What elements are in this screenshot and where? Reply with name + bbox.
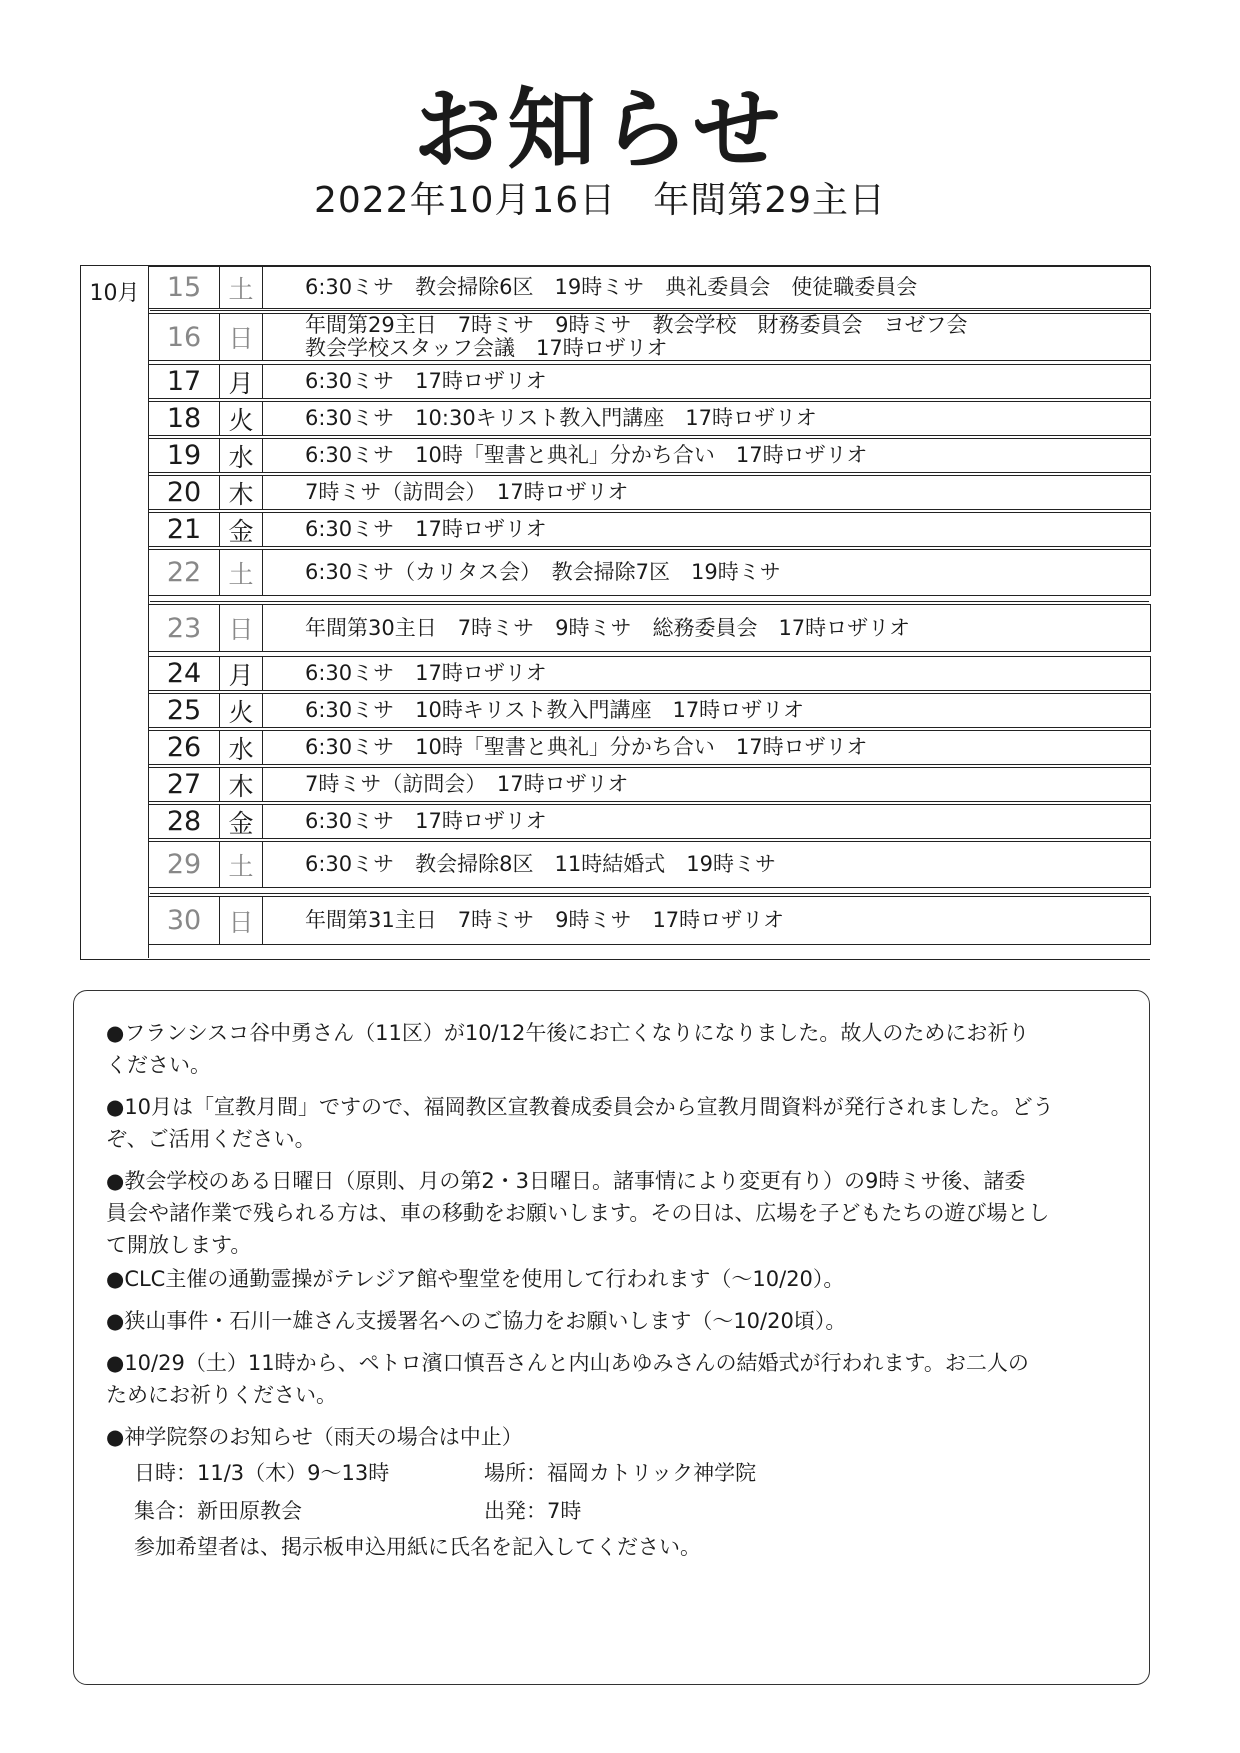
day-number: 25: [149, 694, 220, 727]
day-number: 21: [149, 513, 220, 546]
day-events: 6:30ミサ 17時ロザリオ: [305, 809, 547, 833]
day-of-week: 金: [220, 805, 263, 838]
day-of-week: 土: [220, 267, 263, 308]
day-of-week: 土: [220, 550, 263, 595]
calendar-row: [148, 512, 1151, 547]
day-events: 6:30ミサ 10:30キリスト教入門講座 17時ロザリオ: [305, 406, 817, 430]
calendar-row: [148, 656, 1151, 691]
month-label: 10月: [81, 266, 149, 958]
notice-item: ●狭山事件・石川一雄さん支援署名へのご協力をお願いします（～10/20頃）。: [106, 1309, 847, 1333]
notice-item: ●10月は「宣教月間」ですので、福岡教区宣教養成委員会から宣教月間資料が発行されました。どう ぞ、ご活用ください。: [106, 1095, 1054, 1151]
day-of-week: 火: [220, 694, 263, 727]
calendar-row: [148, 896, 1151, 945]
day-of-week: 日: [220, 314, 263, 360]
day-number: 23: [149, 605, 220, 651]
page-subtitle-date: 2022年10月16日 年間第29主日: [313, 180, 887, 221]
calendar-row: [148, 401, 1151, 436]
day-events: 6:30ミサ 17時ロザリオ: [305, 661, 547, 685]
notice-item: ●フランシスコ谷中勇さん（11区）が10/12午後にお亡くなりになりました。故人のためにお祈り ください。: [106, 1021, 1030, 1077]
festival-date: 日時：11/3（木）9～13時: [134, 1461, 390, 1485]
day-number: 19: [149, 439, 220, 472]
day-number: 18: [149, 402, 220, 435]
notice-item: ●教会学校のある日曜日（原則、月の第2・3日曜日。諸事情により変更有り）の9時ミサ後、諸委 員会や諸作業で残られる方は、車の移動をお願いします。その日は、広場を子どもたちの遊び場とし て開放します。: [106, 1169, 1050, 1257]
day-number: 27: [149, 768, 220, 801]
notice-item: ●神学院祭のお知らせ（雨天の場合は中止）: [106, 1425, 523, 1449]
calendar-row: [148, 549, 1151, 596]
day-of-week: 日: [220, 605, 263, 651]
festival-details-row: [106, 1457, 1109, 1489]
day-number: 22: [149, 550, 220, 595]
festival-meet: 集合：新田原教会: [134, 1499, 302, 1523]
day-events: 6:30ミサ 10時「聖書と典礼」分かち合い 17時ロザリオ: [305, 443, 868, 467]
day-events: 年間第31主日 7時ミサ 9時ミサ 17時ロザリオ: [305, 908, 784, 932]
day-number: 20: [149, 476, 220, 509]
calendar-row: [148, 804, 1151, 839]
day-events: 6:30ミサ 10時「聖書と典礼」分かち合い 17時ロザリオ: [305, 735, 868, 759]
day-of-week: 火: [220, 402, 263, 435]
calendar-row: [148, 266, 1151, 309]
festival-details-row: [106, 1495, 1109, 1527]
day-number: 28: [149, 805, 220, 838]
day-number: 15: [149, 267, 220, 308]
notice-box: [73, 990, 1150, 1685]
day-events: 6:30ミサ 17時ロザリオ: [305, 369, 547, 393]
day-number: 30: [149, 897, 220, 944]
day-of-week: 月: [220, 657, 263, 690]
day-number: 26: [149, 731, 220, 764]
day-events: 7時ミサ（訪問会） 17時ロザリオ: [305, 480, 629, 504]
festival-note: 参加希望者は、掲示板申込用紙に氏名を記入してください。: [134, 1535, 701, 1559]
notice-item: ●CLC主催の通勤霊操がテレジア館や聖堂を使用して行われます（～10/20）。: [106, 1267, 845, 1291]
day-of-week: 土: [220, 842, 263, 887]
day-of-week: 水: [220, 731, 263, 764]
day-number: 29: [149, 842, 220, 887]
day-events: 6:30ミサ 10時キリスト教入門講座 17時ロザリオ: [305, 698, 804, 722]
calendar-row: [148, 841, 1151, 888]
day-events: 年間第30主日 7時ミサ 9時ミサ 総務委員会 17時ロザリオ: [305, 615, 910, 640]
day-of-week: 金: [220, 513, 263, 546]
day-number: 17: [149, 365, 220, 398]
page-title: お知らせ: [413, 78, 787, 181]
calendar-row: [148, 364, 1151, 399]
notice-item: ●10/29（土）11時から、ペトロ濱口慎吾さんと内山あゆみさんの結婚式が行われます。お二人の ためにお祈りください。: [106, 1351, 1029, 1407]
day-number: 24: [149, 657, 220, 690]
calendar-row: [148, 693, 1151, 728]
calendar-row: [148, 767, 1151, 802]
festival-place: 場所：福岡カトリック神学院: [484, 1461, 757, 1485]
day-of-week: 木: [220, 476, 263, 509]
day-of-week: 日: [220, 897, 263, 944]
day-events: 6:30ミサ 教会掃除8区 11時結婚式 19時ミサ: [305, 852, 776, 876]
calendar-row: [148, 730, 1151, 765]
calendar-row: [148, 438, 1151, 473]
day-events: 6:30ミサ 教会掃除6区 19時ミサ 典礼委員会 使徒職委員会: [305, 275, 918, 299]
calendar-row: [148, 475, 1151, 510]
festival-depart: 出発：7時: [484, 1499, 582, 1523]
day-of-week: 月: [220, 365, 263, 398]
schedule-calendar: [80, 265, 1150, 960]
day-of-week: 水: [220, 439, 263, 472]
calendar-row: [148, 604, 1151, 652]
calendar-row: [148, 313, 1151, 361]
day-events: 6:30ミサ（カリタス会） 教会掃除7区 19時ミサ: [305, 560, 781, 584]
day-events: 年間第29主日 7時ミサ 9時ミサ 教会学校 財務委員会 ヨゼフ会 教会学校スタッフ会議 17時ロザリオ: [305, 313, 968, 360]
day-of-week: 木: [220, 768, 263, 801]
day-events: 7時ミサ（訪問会） 17時ロザリオ: [305, 772, 629, 796]
day-number: 16: [149, 314, 220, 360]
day-events: 6:30ミサ 17時ロザリオ: [305, 517, 547, 541]
